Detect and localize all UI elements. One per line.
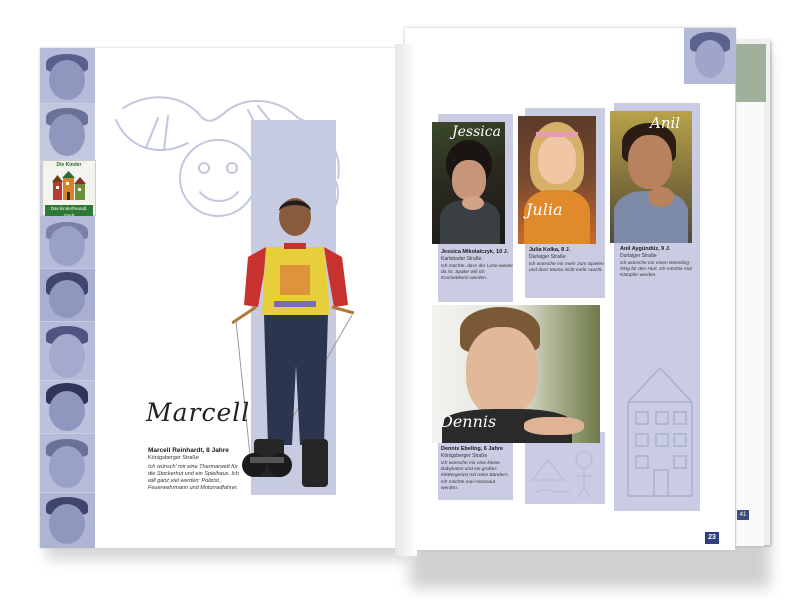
page-number: 23 (705, 532, 719, 544)
kid-signature: Anil (650, 114, 681, 132)
featured-caption-street: Königsberger Straße (148, 455, 199, 461)
houses-icon (51, 170, 87, 202)
page-gutter (395, 44, 417, 556)
logo-title: Die Kinder (56, 162, 82, 168)
kid-signature: Dennis (440, 412, 497, 431)
logo-badge (42, 160, 96, 216)
kid-street: Königsberger Straße (441, 453, 488, 459)
portrait-thumb (40, 48, 95, 103)
featured-caption-name: Marcell Reinhardt, 8 Jahre (148, 447, 229, 454)
kid-text: Ich wünsche mir einen Wrestling-Ring für den Hort. Ich möchte mal Kämpfer werden. (620, 261, 692, 279)
kid-signature: Jessica (452, 124, 501, 140)
portrait-thumb (40, 381, 95, 433)
portrait-thumb (40, 322, 95, 380)
kid-street: Karlsbader Straße (441, 256, 482, 262)
kid-signature: Julia (526, 200, 563, 219)
kid-name: Julia Kolka, 8 J. (529, 247, 571, 253)
logo-subtitle: Das kinderfreundl. (45, 205, 93, 219)
featured-caption-text: Ich wünsch' mir eine Thermarwelt für die Stockerhut und ein Spielhaus. Ich will ganz viel werden: Polizist, Feuerwehrmann und Motorradfahrer. (148, 464, 239, 491)
kid-text: Ich wünsche mir mehr zum Spielen und dass Mama nicht mehr raucht. (529, 262, 604, 274)
kid-photo-julia (518, 116, 596, 244)
kid-text: Ich wünsche mir eine kleine Babykatze und ein großes Klettergerüst mit roten Bändern. Ich möchte mal Astronaut werden. (441, 461, 509, 491)
featured-child-photo (232, 195, 357, 495)
back-page-number: 41 (737, 510, 749, 520)
portrait-thumb (40, 434, 95, 492)
kid-street: Durlaiger Straße (620, 253, 657, 259)
kid-text: Ich möchte, dass der Lohe wieder da ist. Später will ich Kosmetikerin werden. (441, 264, 513, 282)
back-page-edge (735, 46, 764, 546)
portrait-thumb (40, 493, 95, 548)
corner-portrait (684, 28, 736, 84)
portrait-thumb (40, 216, 95, 268)
portrait-thumb (40, 104, 95, 159)
kid-name: Anil Aygündüz, 9 J. (620, 246, 671, 252)
house-drawing-sketch (622, 362, 698, 500)
featured-signature: Marcell (146, 398, 251, 427)
back-page-photo (736, 44, 766, 102)
kid-name: Dennis Ebeling, 6 Jahre (441, 446, 504, 452)
kid-name: Jessica Mikolaiczyk, 10 J. (441, 249, 509, 255)
child-drawing-sketch (528, 440, 606, 500)
portrait-thumb (40, 269, 95, 321)
kid-photo-jessica (432, 122, 505, 244)
kid-street: Durlaiger Straße (529, 254, 566, 260)
